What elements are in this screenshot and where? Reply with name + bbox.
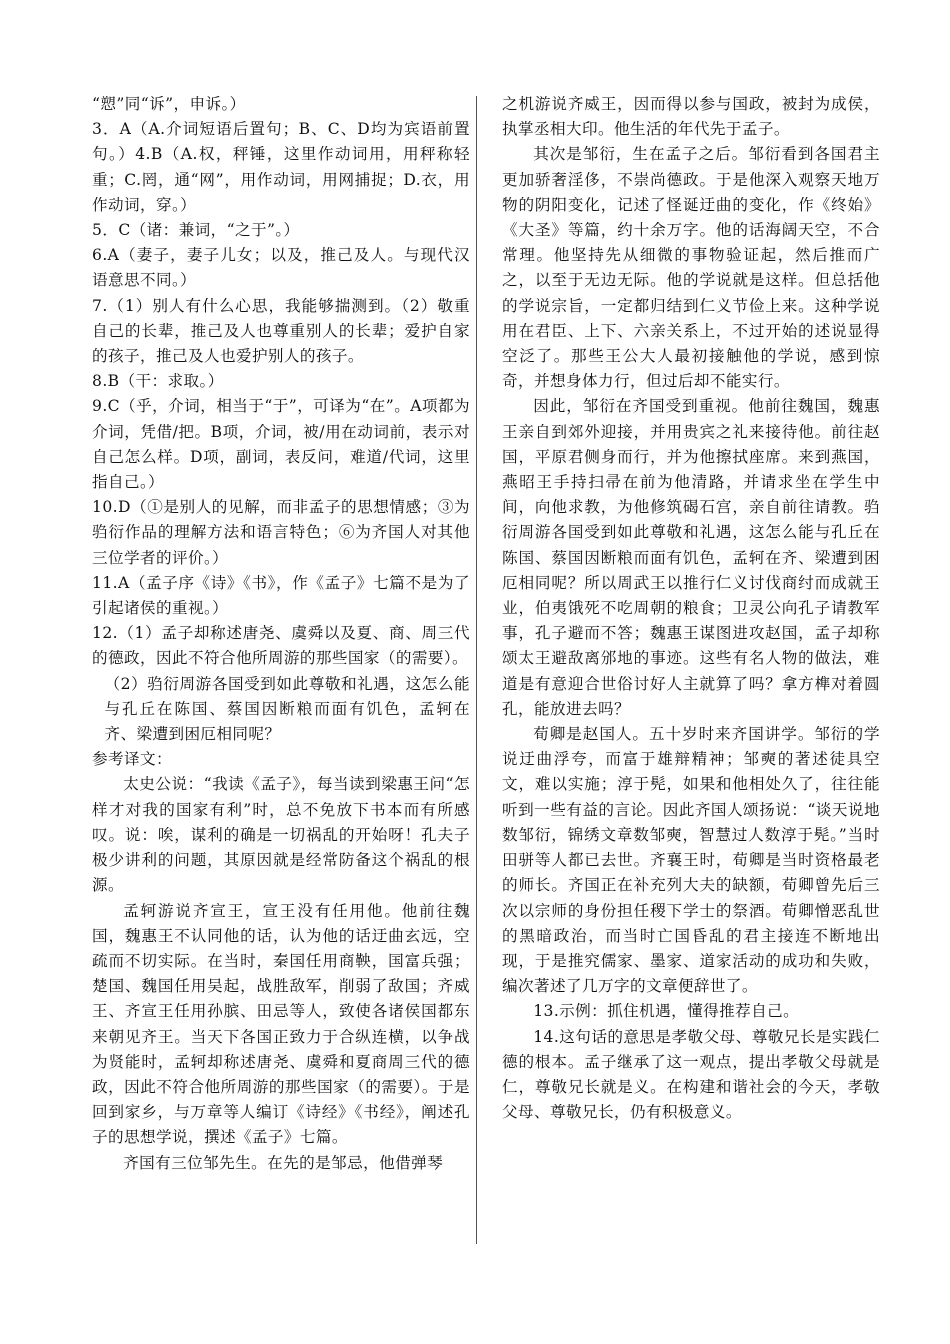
translation-paragraph: 太史公说：“我读《孟子》，每当读到梁惠王问“怎样才对我的国家有利”时，总不免放下书本而有所感叹。说：唉，谋利的确是一切祸乱的开始呀！孔夫子极少讲利的问题，其原因就是经常防备这个祸乱的根源。: [92, 775, 470, 895]
answer-8: 8.B（干：求取。）: [92, 372, 224, 391]
left-column: [92, 92, 470, 1176]
translation-paragraph: 孟轲游说齐宣王，宣王没有任用他。他前往魏国，魏惠王不认同他的话，认为他的话迂曲玄远，空疏而不切实际。在当时，秦国任用商鞅，国富兵强；楚国、魏国任用吴起，战胜敌军，削弱了敌国；齐威王、齐宣王任用孙膑、田忌等人，致使各诸侯国都东来朝见齐王。当天下各国正致力于合纵连横，以争战为贤能时，孟轲却称述唐尧、虞舜和夏商周三代的德政，因此不符合他所周游的那些国家（的需要）。于是回到家乡，与万章等人编订《诗经》《书经》，阐述孔子的思想学说，撰述《孟子》七篇。: [92, 901, 470, 1147]
answer-14: 14.这句话的意思是孝敬父母、尊敬兄长是实践仁德的根本。孟子继承了这一观点，提出孝敬父母就是仁，尊敬兄长就是义。在构建和谐社会的今天，孝敬父母、尊敬兄长，仍有积极意义。: [502, 1027, 880, 1122]
answer-11: 11.A（孟子序《诗》《书》，作《孟子》七篇不是为了引起诸侯的重视。）: [92, 573, 470, 618]
answer-10: 10.D（①是别人的见解，而非孟子的思想情感；③为驺衍作品的理解方法和语言特色；⑥为齐国人对其他三位学者的评价。）: [92, 498, 470, 567]
translation-paragraph: 齐国有三位邹先生。在先的是邹忌，他借弹琴: [123, 1153, 444, 1172]
answer-13: 13.示例：抓住机遇，懂得推荐自己。: [533, 1002, 800, 1021]
translation-paragraph: 荀卿是赵国人。五十岁时来齐国讲学。邹衍的学说迂曲浮夸，而富于雄辩精神；邹奭的著述徒具空文，难以实施；淳于髡，如果和他相处久了，往往能听到一些有益的言论。因此齐国人颂扬说：“谈天说地数邹衍，锦绣文章数邹奭，智慧过人数淳于髡。”当时田骈等人都已去世。齐襄王时，荀卿是当时资格最老的师长。齐国正在补充列大夫的缺额，荀卿曾先后三次以宗师的身份担任稷下学士的祭酒。荀卿憎恶乱世的黑暗政治，而当时亡国昏乱的君主接连不断地出现，于是推究儒家、墨家、道家活动的成功和失败，编次著述了几万字的文章便辞世了。: [502, 725, 880, 996]
answer-6: 6.A（妻子，妻子儿女；以及，推己及人。与现代汉语意思不同。）: [92, 246, 470, 290]
answer-12-part2: （2）驺衍周游各国受到如此尊敬和礼遇，这怎么能与孔丘在陈国、蔡国因断粮而面有饥色，孟轲在齐、梁遭到困厄相同呢？: [104, 674, 470, 744]
answer-12-part1: 12.（1）孟子却称述唐尧、虞舜以及夏、商、周三代的德政，因此不符合他所周游的那些国家（的需要）。: [92, 624, 470, 668]
answer-5: 5．C（诸：兼词，“之于”。）: [92, 221, 300, 240]
translation-paragraph: 其次是邹衍，生在孟子之后。邹衍看到各国君主更加骄奢淫侈，不崇尚德政。于是他深入观察天地万物的阴阳变化，记述了怪诞迂曲的变化，作《终始》《大圣》等篇，约十余万字。他的话海阔天空，不合常理。他坚持先从细微的事物验证起，然后推而广之，以至于无边无际。他的学说就是这样。但总括他的学说宗旨，一定都归结到仁义节俭上来。这种学说用在君臣、上下、六亲关系上，不过开始的述说显得空泛了。那些王公大人最初接触他的学说，感到惊奇，并想身体力行，但过后却不能实行。: [502, 145, 880, 391]
column-divider: [476, 96, 477, 1244]
answer-9: 9.C（乎，介词，相当于“于”，可译为“在”。A项都为介词，凭借/把。B项，介词，被/用在动词前，表示对自己怎么样。D项，副词，表反问，难道/代词，这里指自己。）: [92, 397, 470, 492]
translation-paragraph: 之机游说齐威王，因而得以参与国政，被封为成侯，执掌丞相大印。他生活的年代先于孟子。: [502, 95, 880, 139]
translation-paragraph: 因此，邹衍在齐国受到重视。他前往魏国，魏惠王亲自到郊外迎接，并用贵宾之礼来接待他。前往赵国，平原君侧身而行，并为他擦拭座席。来到燕国，燕昭王手持扫帚在前为他清路，并请求坐在学生中间，向他求教，为他修筑碣石宫，亲自前往请教。驺衍周游各国受到如此尊敬和礼遇，这怎么能与孔丘在陈国、蔡国因断粮而面有饥色，孟轲在齐、梁遭到困厄相同呢？所以周武王以推行仁义讨伐商纣而成就王业，伯夷饿死不吃周朝的粮食；卫灵公向孔子请教军事，孔子避而不答；魏惠王谋图进攻赵国，孟子却称颂太王避敌离邠地的事迹。这些有名人物的做法，难道是有意迎合世俗讨好人主就算了吗？拿方榫对着圆孔，能放进去吗？: [502, 397, 880, 718]
answer-2-tail: “愬”同“诉”，申诉。）: [92, 95, 246, 113]
answer-3-4: 3．A（A.介词短语后置句；B、C、D均为宾语前置句。）4.B（A.权，秤锤，这里作动词用，用秤称轻重；C.罔，通“网”，用作动词，用网捕捉；D.衣，用作动词，穿。）: [92, 120, 470, 214]
right-column: [502, 92, 880, 1125]
answer-7: 7.（1）别人有什么心思，我能够揣测到。（2）敬重自己的长辈，推己及人也尊重别人的长辈；爱护自家的孩子，推己及人也爱护别人的孩子。: [92, 296, 470, 366]
translation-label: 参考译文：: [92, 750, 172, 769]
